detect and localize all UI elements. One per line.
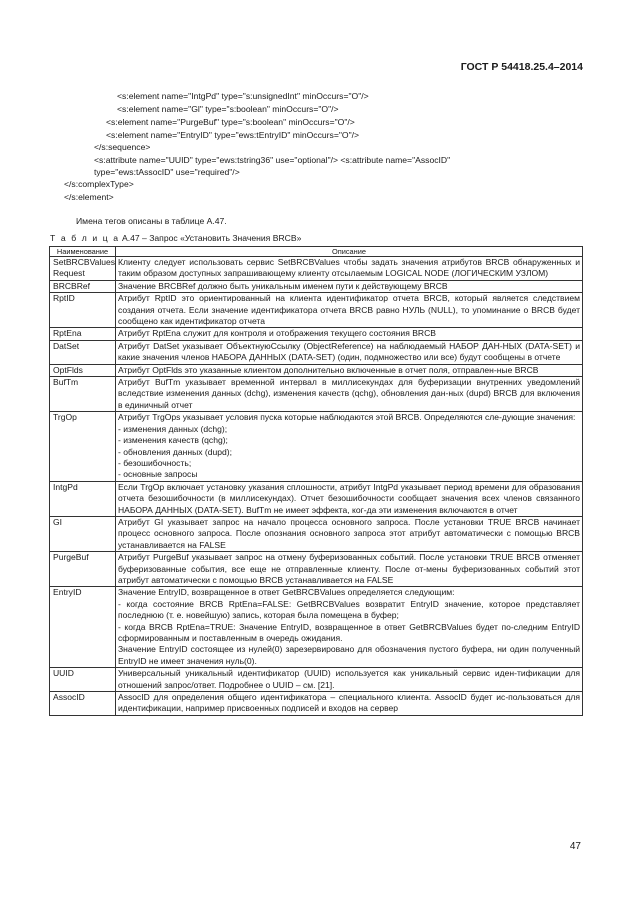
row-name: BRCBRef	[50, 280, 116, 292]
row-description: Универсальный уникальный идентификатор (UUID) используется как уникальный сервис иден-тификации для отношений запрос/ответ. Подробнее о UUID – см. [21].	[116, 668, 583, 692]
row-description: Атрибут TrgOps указывает условия пуска которые наблюдаются этой BRCB. Определяются сле-дующие значения: - изменения данных (dchg); - изменения качеств (qchg); - обновления данных (dupd); - безошибочность; - основные запросы	[116, 412, 583, 481]
code-line: <s:element name="PurgeBuf" type="s:boolean" minOccurs="O"/>	[106, 117, 355, 127]
row-name: EntryID	[50, 587, 116, 668]
row-name: SetBRCBValues Request	[50, 257, 116, 281]
row-description: Значение EntryID, возвращенное в ответ GetBRCBValues определяется следующим: - когда состояние BRCB RptEna=FALSE: GetBRCBValues возвратит EntryID значение, которое представляет последнюю (т. е. новейшую) запись, которая была помещена в буфер; - когда BRCB RptEna=TRUE: Значение EntryID, возвращенное в ответ GetBRCBValues будет по-следним EntryID сформированным и поставленным в очередь ожидания. Значение EntryID состоящее из нулей(0) зарезервировано для обозначения пустого буфера, ни один полученный EntryID не имеет значения нуль(0).	[116, 587, 583, 668]
table-row	[50, 516, 583, 551]
table-row	[50, 328, 583, 340]
table-caption	[50, 233, 301, 243]
row-name: DatSet	[50, 340, 116, 364]
table-row	[50, 552, 583, 587]
code-line: </s:complexType>	[64, 179, 134, 189]
page-number: 47	[569, 841, 581, 852]
code-line: <s:attribute name="UUID" type="ews:tstring36" use="optional"/> <s:attribute name="AssocID"	[94, 155, 451, 165]
table-row	[50, 257, 583, 281]
row-name: RptEna	[50, 328, 116, 340]
header-description: Описание	[116, 247, 583, 257]
code-line: </s:element>	[64, 192, 114, 202]
table-header-row	[50, 247, 583, 257]
row-description: Атрибут PurgeBuf указывает запрос на отмену буферизованных событий. После установки TRUE BRCB отменяет буферизованные события, все еще не отправленные клиенту. После от-мены буферизованных событий этот атрибут автоматически с помощью BRCB устанавливается на FALSE	[116, 552, 583, 587]
table-row	[50, 668, 583, 692]
row-name: BufTm	[50, 377, 116, 412]
code-line: <s:element name="EntryID" type="ews:tEntryID" minOccurs="O"/>	[106, 130, 360, 140]
table-row	[50, 280, 583, 292]
code-line: type="ews:tAssocID" use="required"/>	[94, 167, 240, 177]
row-description: Атрибут RptEna служит для контроля и отображения текущего состояния BRCB	[116, 328, 583, 340]
row-name: GI	[50, 516, 116, 551]
code-line: </s:sequence>	[94, 142, 151, 152]
row-name: PurgeBuf	[50, 552, 116, 587]
document-code: ГОСТ Р 54418.25.4–2014	[460, 61, 583, 73]
row-description: Атрибут DatSet указывает ОбъектнуюСсылку (ObjectReference) на наблюдаемый НАБОР ДАН-НЫХ (DATA-SET) и какие значения членов НАБОРА ДАННЫХ (DATA-SET) (один, подмножество или все) будут сообщены в отчете	[116, 340, 583, 364]
code-line: <s:element name="IntgPd" type="s:unsignedInt" minOccurs="O"/>	[117, 91, 369, 101]
table-caption-prefix: Т а б л и ц а	[50, 233, 120, 243]
row-description: Атрибут RptID это ориентированный на клиента идентификатор отчета BRCB, который является следствием создания отчета. Если значение идентификатора отчета BRCB равно НУЛЬ (NULL), то упоминание о BRCB будет сообщено как идентификатор отчета	[116, 293, 583, 328]
header-name: Наименование	[50, 247, 116, 257]
row-description: Клиенту следует использовать сервис SetBRCBValues чтобы задать значения атрибутов BRCB обнаруженных и таким образом доступных запрашивающему клиенту отсылаемым LOGICAL NODE (ЛОГИЧЕСКИМ УЗЛОМ)	[116, 257, 583, 281]
row-name: OptFlds	[50, 364, 116, 376]
table-row	[50, 587, 583, 668]
table-row	[50, 377, 583, 412]
table-row	[50, 340, 583, 364]
table-row	[50, 412, 583, 481]
row-description: Атрибут BufTm указывает временной интервал в миллисекундах для буферизации внутренних уведомлений вследствие изменения данных (dchg), изменения качеств (qchg), обновления дан-ных (dupd) BRCB для включения в единичный отчет	[116, 377, 583, 412]
row-description: Атрибут GI указывает запрос на начало процесса основного запроса. После установки TRUE BRCB начинает процесс основного запроса. После опознания основного запроса этот атрибут автоматически с помощью BRCB устанавливается на FALSE	[116, 516, 583, 551]
row-name: RptID	[50, 293, 116, 328]
table-row	[50, 293, 583, 328]
row-description: Если TrgOp включает установку указания сплошности, атрибут IntgPd указывает период времени для образования отчета безошибочности (в миллисекундах). Отчет безошибочности сообщает значения всех членов связанного НАБОРА ДАННЫХ (DATA-SET). BufTm не имеет эффекта, ког-да эти изменения включаются в отчет	[116, 481, 583, 516]
row-name: TrgOp	[50, 412, 116, 481]
table-reference-note: Имена тегов описаны в таблице А.47.	[76, 216, 227, 226]
table-row	[50, 364, 583, 376]
row-name: IntgPd	[50, 481, 116, 516]
row-description: Атрибут OptFlds это указанные клиентом дополнительно включенные в отчет поля, отправлен-ные BRCB	[116, 364, 583, 376]
table-body	[50, 257, 583, 716]
table-row	[50, 692, 583, 716]
table-caption-title: А.47 – Запрос «Установить Значения BRCB»	[119, 233, 302, 243]
row-description: Значение BRCBRef должно быть уникальным именем пути к действующему BRCB	[116, 280, 583, 292]
row-name: AssocID	[50, 692, 116, 716]
table-row	[50, 481, 583, 516]
code-line: <s:element name="Gl" type="s:boolean" minOccurs="O"/>	[117, 104, 339, 114]
tag-description-table	[49, 246, 583, 716]
row-name: UUID	[50, 668, 116, 692]
row-description: AssocID для определения общего идентификатора – специального клиента. AssocID будет ис-пользоваться для идентификации, например присвоенных подписей и входов на сервер	[116, 692, 583, 716]
